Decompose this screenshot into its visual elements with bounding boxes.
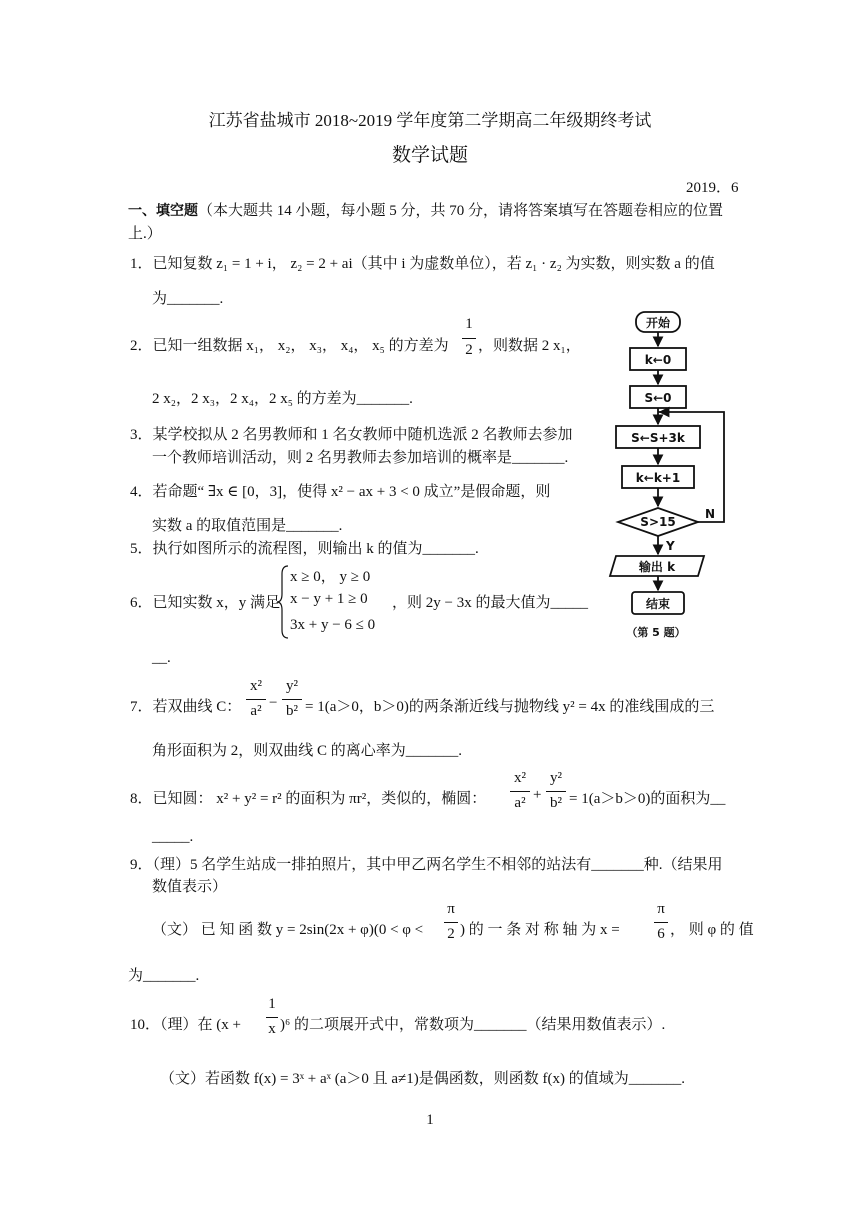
question-9-line2: 数值表示） [152, 879, 228, 895]
q2-frac-den: 2 [465, 342, 473, 358]
flow-s3k-label: S←S+3k [631, 431, 685, 445]
q9w-frac1-num: π [447, 901, 455, 917]
section-desc-cont: 上.） [128, 226, 162, 242]
q2-frac-num: 1 [465, 316, 473, 332]
flow-s0-label: S←0 [644, 391, 672, 405]
flow-end-label: 结束 [645, 597, 671, 611]
q8-frac1-num: x² [514, 770, 526, 786]
flow-output-label: 输出 k [638, 560, 676, 574]
question-5: 5．执行如图所示的流程图，则输出 k 的值为_______. [130, 541, 479, 557]
question-3-line2: 一个教师培训活动，则 2 名男教师去参加培训的概率是_______. [152, 450, 569, 466]
flow-yes-label: Y [666, 539, 675, 553]
question-4-line2: 实数 a 的取值范围是_______. [152, 518, 343, 534]
q8-frac1-den: a² [514, 795, 526, 811]
question-4-line1: 4．若命题“ ∃x ∈ [0，3]，使得 x² − ax + 3 < 0 成立”是假命题，则 [130, 484, 551, 500]
section-label: 一、填空题 [128, 203, 198, 219]
question-7-pre: 7．若双曲线 C： [130, 699, 242, 715]
question-8-pre: 8．已知圆： x² + y² = r² 的面积为 πr²，类似的，椭圆： [130, 791, 487, 807]
q6-condition-2: x − y + 1 ≥ 0 [290, 591, 368, 607]
exam-date: 2019．6 [686, 180, 739, 196]
section-desc: （本大题共 14 小题，每小题 5 分，共 70 分，请将答案填写在答题卷相应的位置 [198, 203, 724, 219]
q8-frac2-den: b² [550, 795, 562, 811]
q7-minus: − [269, 695, 278, 711]
question-9w-line2: 为_______. [128, 968, 200, 984]
question-6-post: ，则 2y − 3x 的最大值为_____ [392, 595, 588, 611]
exam-title: 江苏省盐城市 2018~2019 学年度第二学期高二年级期终考试 [208, 111, 652, 130]
paper-subtitle: 数学试题 [391, 145, 468, 166]
question-9w-mid: ) 的 一 条 对 称 轴 为 x = [460, 922, 620, 938]
q9w-frac2-num: π [657, 901, 665, 917]
question-9-line1: 9．（理）5 名学生站成一排拍照片，其中甲乙两名学生不相邻的站法有_______种.（结果用 [130, 857, 723, 873]
question-2-line2: 2 x₂，2 x₃，2 x₄，2 x₅ 的方差为_______. [152, 391, 413, 407]
q8-plus: + [533, 787, 542, 803]
q7-frac1-num: x² [250, 678, 262, 694]
q9w-frac2-den: 6 [657, 926, 665, 942]
question-10w: （文）若函数 f(x) = 3ˣ + aˣ (a＞0 且 a≠1)是偶函数，则函数 f(x) 的值域为_______. [160, 1071, 686, 1087]
page-number: 1 [426, 1112, 434, 1128]
flowchart [598, 306, 740, 646]
question-10-post: )⁶ 的二项展开式中，常数项为_______（结果用数值表示）. [280, 1017, 666, 1033]
question-7-mid: = 1(a＞0，b＞0)的两条渐近线与抛物线 y² = 4x 的准线围成的三 [305, 699, 715, 715]
q7-frac2-den: b² [286, 703, 298, 719]
q2-frac-bar [462, 338, 476, 339]
q8-frac1-bar [510, 791, 530, 792]
q7-frac1-bar [246, 699, 266, 700]
q8-frac2-num: y² [550, 770, 562, 786]
question-2-line1b: ，则数据 2 x₁， [478, 338, 581, 354]
question-2-line1: 2．已知一组数据 x₁， x₂， x₃， x₄， x₅ 的方差为 [130, 338, 449, 354]
question-3-line1: 3．某学校拟从 2 名男教师和 1 名女教师中随机选派 2 名教师去参加 [130, 427, 573, 443]
question-1-line1: 1．已知复数 z₁ = 1 + i， z₂ = 2 + ai（其中 i 为虚数单位），若 z₁ · z₂ 为实数，则实数 a 的值 [130, 256, 715, 272]
q6-condition-3: 3x + y − 6 ≤ 0 [290, 617, 376, 633]
q9w-frac1-den: 2 [447, 926, 455, 942]
question-6-pre: 6．已知实数 x，y 满足 [130, 595, 281, 611]
q6-brace [276, 564, 290, 640]
question-9w-pre: （文） 已 知 函 数 y = 2sin(2x + φ)(0 < φ < [152, 922, 424, 938]
q8-frac2-bar [546, 791, 566, 792]
question-10-pre: 10．（理）在 (x + [130, 1017, 241, 1033]
question-1-line2: 为_______. [152, 291, 224, 307]
flow-k0-label: k←0 [644, 353, 672, 367]
q10-frac-num: 1 [268, 996, 276, 1012]
question-9w-post: ， 则 φ 的 值 [670, 922, 754, 938]
q7-frac2-bar [282, 699, 302, 700]
question-8-line2: _____. [152, 829, 194, 845]
section-heading [128, 199, 723, 220]
q7-frac2-num: y² [286, 678, 298, 694]
flow-no-label: N [704, 507, 716, 521]
question-7-line2: 角形面积为 2，则双曲线 C 的离心率为_______. [152, 743, 463, 759]
flow-caption: （第 5 题） [626, 626, 686, 639]
q9w-frac1-bar [444, 922, 458, 923]
q10-frac-den: x [268, 1021, 276, 1037]
flow-start-label: 开始 [645, 316, 671, 330]
question-8-post: = 1(a＞b＞0)的面积为__ [569, 791, 726, 807]
question-6-line2: __. [152, 650, 171, 666]
q9w-frac2-bar [654, 922, 668, 923]
q6-condition-1: x ≥ 0， y ≥ 0 [290, 569, 371, 585]
q10-frac-bar [266, 1017, 278, 1018]
q7-frac1-den: a² [250, 703, 262, 719]
flow-k1-label: k←k+1 [635, 471, 681, 485]
flow-decision-label: S>15 [640, 515, 676, 529]
